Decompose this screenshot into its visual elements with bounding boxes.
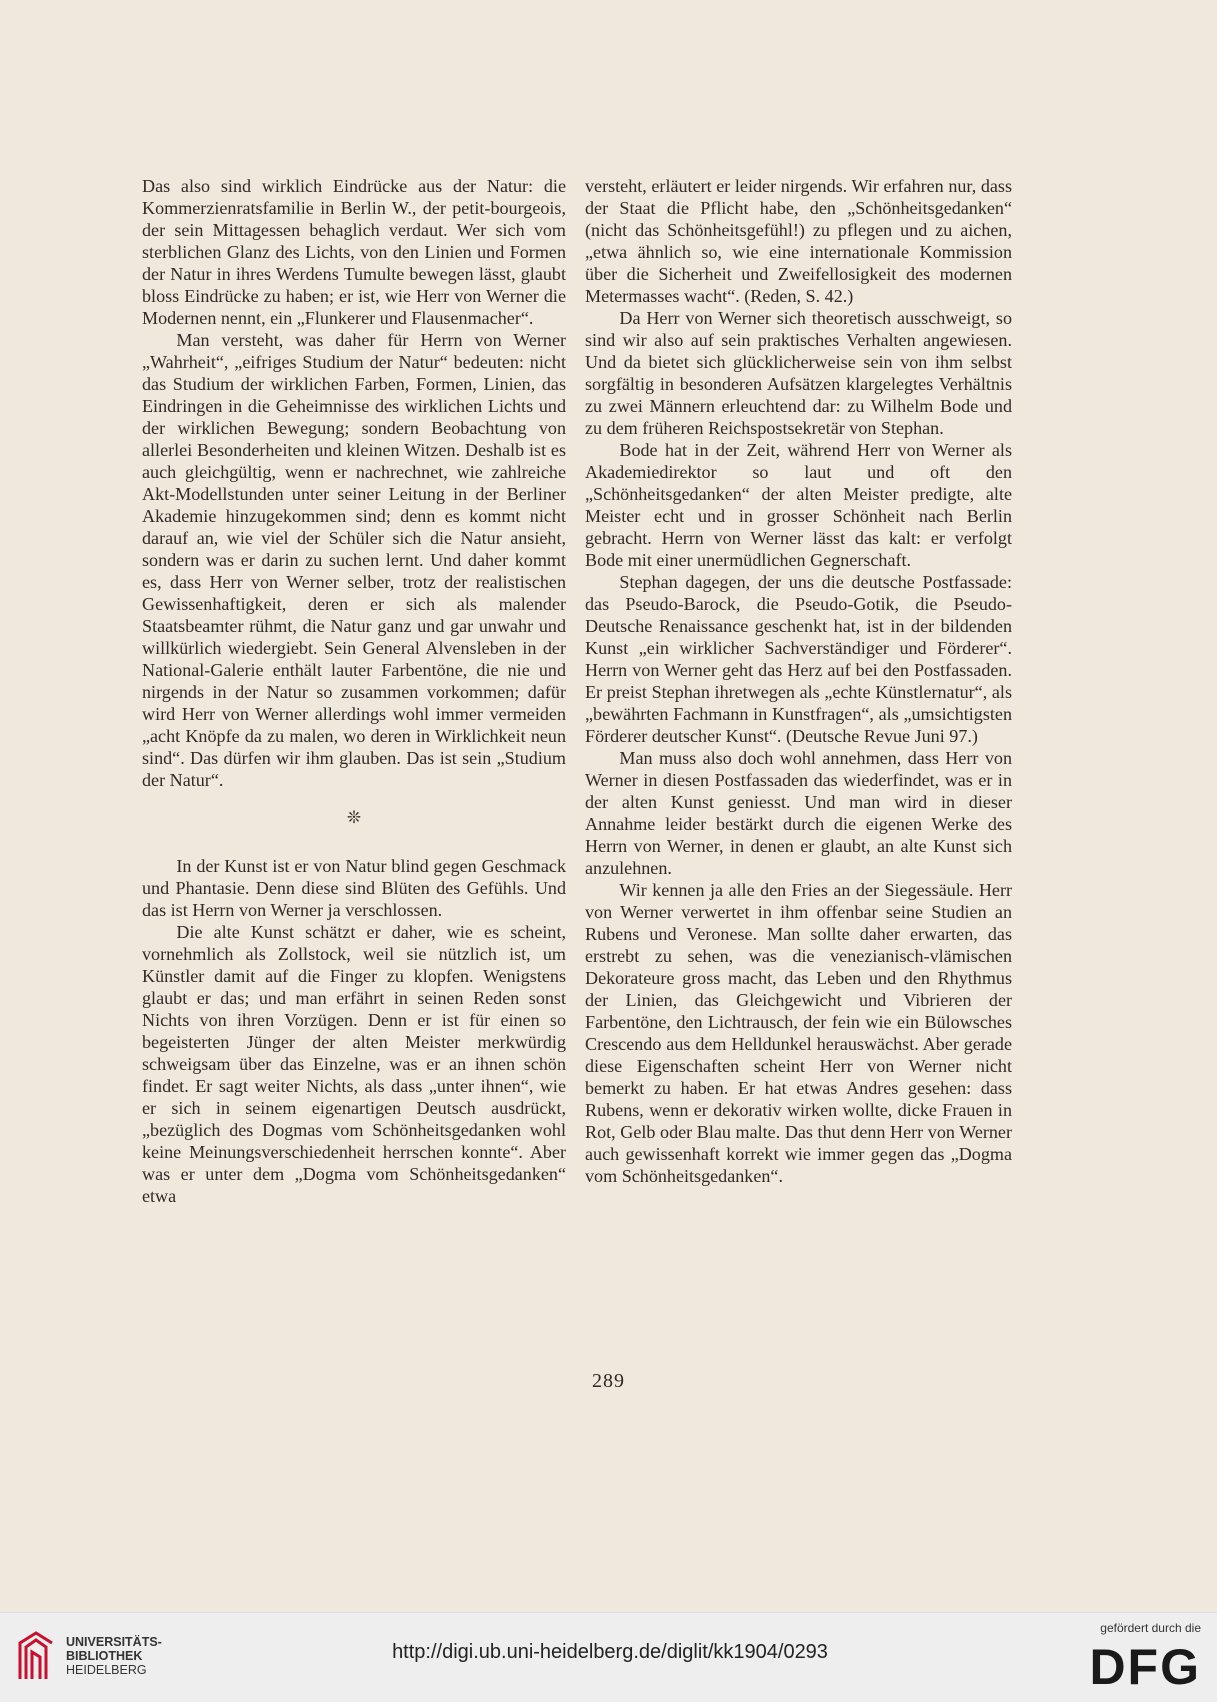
university-library-logo-icon [14, 1629, 58, 1685]
left-column [142, 175, 566, 1207]
paragraph: Stephan dagegen, der uns die deutsche Postfassade: das Pseudo-Barock, die Pseudo-Gotik, die Pseudo-Deutsche Renaissance geschenkt hat, ist in der bildenden Kunst „ein wirklicher Sachverständiger und Förderer“. Herrn von Werner geht das Herz auf bei den Postfassaden. Er preist Stephan ihretwegen als „echte Künstlernatur“, als „bewährten Fachmann in Kunstfragen“, als „umsichtigsten Förderer deutscher Kunst“. (Deutsche Revue Juni 97.) [585, 572, 1012, 746]
paragraph: Das also sind wirklich Eindrücke aus der Natur: die Kommerzienratsfamilie in Berlin W., der petit-bourgeois, der sein Mittagessen behaglich verdaut. Wer sich vom sterblichen Glanz des Lichts, von den Linien und Formen der Natur in ihres Werdens Tumulte bewegen lässt, glaubt bloss Eindrücke zu haben; er ist, wie Herr von Werner die Modernen nennt, ein „Flunkerer und Flausenmacher“. [142, 176, 566, 328]
library-name-line: BIBLIOTHEK [66, 1649, 143, 1663]
paragraph: Die alte Kunst schätzt er daher, wie es scheint, vornehmlich als Zollstock, weil sie nützlich ist, um Künstler damit auf die Finger zu klopfen. Wenigstens glaubt er das; und man erfährt in seinen Reden sonst Nichts von ihren Vorzügen. Denn er ist für einen so begeisterten Jünger der alten Meister merkwürdig schweigsam über das Einzelne, was er an ihnen schön findet. Er sagt weiter Nichts, als dass „unter ihnen“, wie er sich in seinem eigenartigen Deutsch ausdrückt, „bezüglich des Dogmas vom Schönheitsgedanken wohl keine Meinungsverschiedenheit herrschen konnte“. Aber was er unter dem „Dogma vom Schönheitsgedanken“ etwa [142, 922, 566, 1206]
paragraph: Bode hat in der Zeit, während Herr von Werner als Akademiedirektor so laut und oft den „Schönheitsgedanken“ der alten Meister predigte, alte Meister echt und in grosser Schönheit nach Berlin gebracht. Herrn von Werner lässt das kalt: er verfolgt Bode mit einer unermüdlichen Gegnerschaft. [585, 440, 1012, 570]
library-name-line: UNIVERSITÄTS- [66, 1635, 162, 1649]
library-name [66, 1635, 162, 1677]
right-column [585, 175, 1012, 1187]
paragraph: Da Herr von Werner sich theoretisch ausschweigt, so sind wir also auf sein praktisches Verhalten angewiesen. Und da bietet sich glücklicherweise sein von ihm selbst sorgfältig in besonderen Aufsätzen klargelegtes Verhältnis zu zwei Männern erleuchtend dar: zu Wilhelm Bode und zu dem früheren Reichspostsekretär von Stephan. [585, 308, 1012, 438]
library-name-line: HEIDELBERG [66, 1663, 147, 1677]
paragraph: Man muss also doch wohl annehmen, dass Herr von Werner in diesen Postfassaden das wiederfindet, was er in der alten Kunst geniesst. Und man wird in dieser Annahme leider bestärkt durch die eigenen Werke des Herrn von Werner, in denen er glaubt, an alte Kunst sich anzulehnen. [585, 748, 1012, 878]
paragraph: Wir kennen ja alle den Fries an der Siegessäule. Herr von Werner verwertet in ihm offenbar seine Studien an Rubens und Veronese. Man sollte daher erwarten, das erstrebt zu sehen, was die venezianisch-vlämischen Dekorateure gross macht, das Leben und den Rhythmus der Linien, das Gleichgewicht und Vibrieren der Farbentöne, den Lichtrausch, der fein wie ein Bülowsches Crescendo aus dem Helldunkel herauswächst. Aber gerade diese Eigenschaften scheint Herr von Werner nicht bemerkt zu haben. Er hat etwas Andres gesehen: dass Rubens, wenn er dekorativ wirken wollte, dicke Frauen in Rot, Gelb oder Blau malte. Das thut denn Herr von Werner auch gewissenhaft korrekt wie immer gegen das „Dogma vom Schönheitsgedanken“. [585, 880, 1012, 1186]
dfg-logo: DFG [1089, 1639, 1201, 1695]
footer-bar [0, 1612, 1217, 1702]
paragraph: Man versteht, was daher für Herrn von Werner „Wahrheit“, „eifriges Studium der Natur“ bedeuten: nicht das Studium der wirklichen Farben, Formen, Linien, das Eindringen in die Geheimnisse des wirklichen Lichts und der wirklichen Bewegung; sondern Beobachtung von allerlei Besonderheiten und kleinen Witzen. Deshalb ist es auch gleichgültig, wenn er nachrechnet, wie zahlreiche Akt-Modellstunden unter seiner Leitung in der Berliner Akademie hinzugekommen sind; denn es kommt nicht darauf an, wie viel der Schüler sich die Natur ansieht, sondern was er darin zu suchen lernt. Und daher kommt es, dass Herr von Werner selber, trotz der realistischen Gewissenhaftigkeit, deren er sich als malender Staatsbeamter rühmt, die Natur ganz und gar unwahr und willkürlich wiedergiebt. Sein General Alvensleben in der National-Galerie enthält lauter Farbentöne, die nie und nirgends in der Natur so zusammen vorkommen; dafür wird Herr von Werner allerdings wohl immer vermeiden „acht Knöpfe da zu malen, wo deren in Wirklichkeit neun sind“. Das dürfen wir ihm glauben. Das ist sein „Studium der Natur“. [142, 330, 566, 790]
funding-caption: gefördert durch die [1100, 1621, 1201, 1635]
section-ornament: ❊ [346, 808, 362, 827]
permalink-url[interactable]: http://digi.ub.uni-heidelberg.de/diglit/kk1904/0293 [392, 1641, 828, 1663]
paragraph: In der Kunst ist er von Natur blind gegen Geschmack und Phantasie. Denn diese sind Blüten des Gefühls. Und das ist Herrn von Werner ja verschlossen. [142, 856, 566, 920]
page-number: 289 [592, 1370, 625, 1392]
paragraph: versteht, erläutert er leider nirgends. Wir erfahren nur, dass der Staat die Pflicht habe, den „Schönheitsgedanken“ (nicht das Schönheitsgefühl!) zu pflegen und zu aichen, „etwa ähnlich so, wie eine internationale Kommission über die Sicherheit und Zweifellosigkeit des modernen Metermasses wacht“. (Reden, S. 42.) [585, 176, 1012, 306]
